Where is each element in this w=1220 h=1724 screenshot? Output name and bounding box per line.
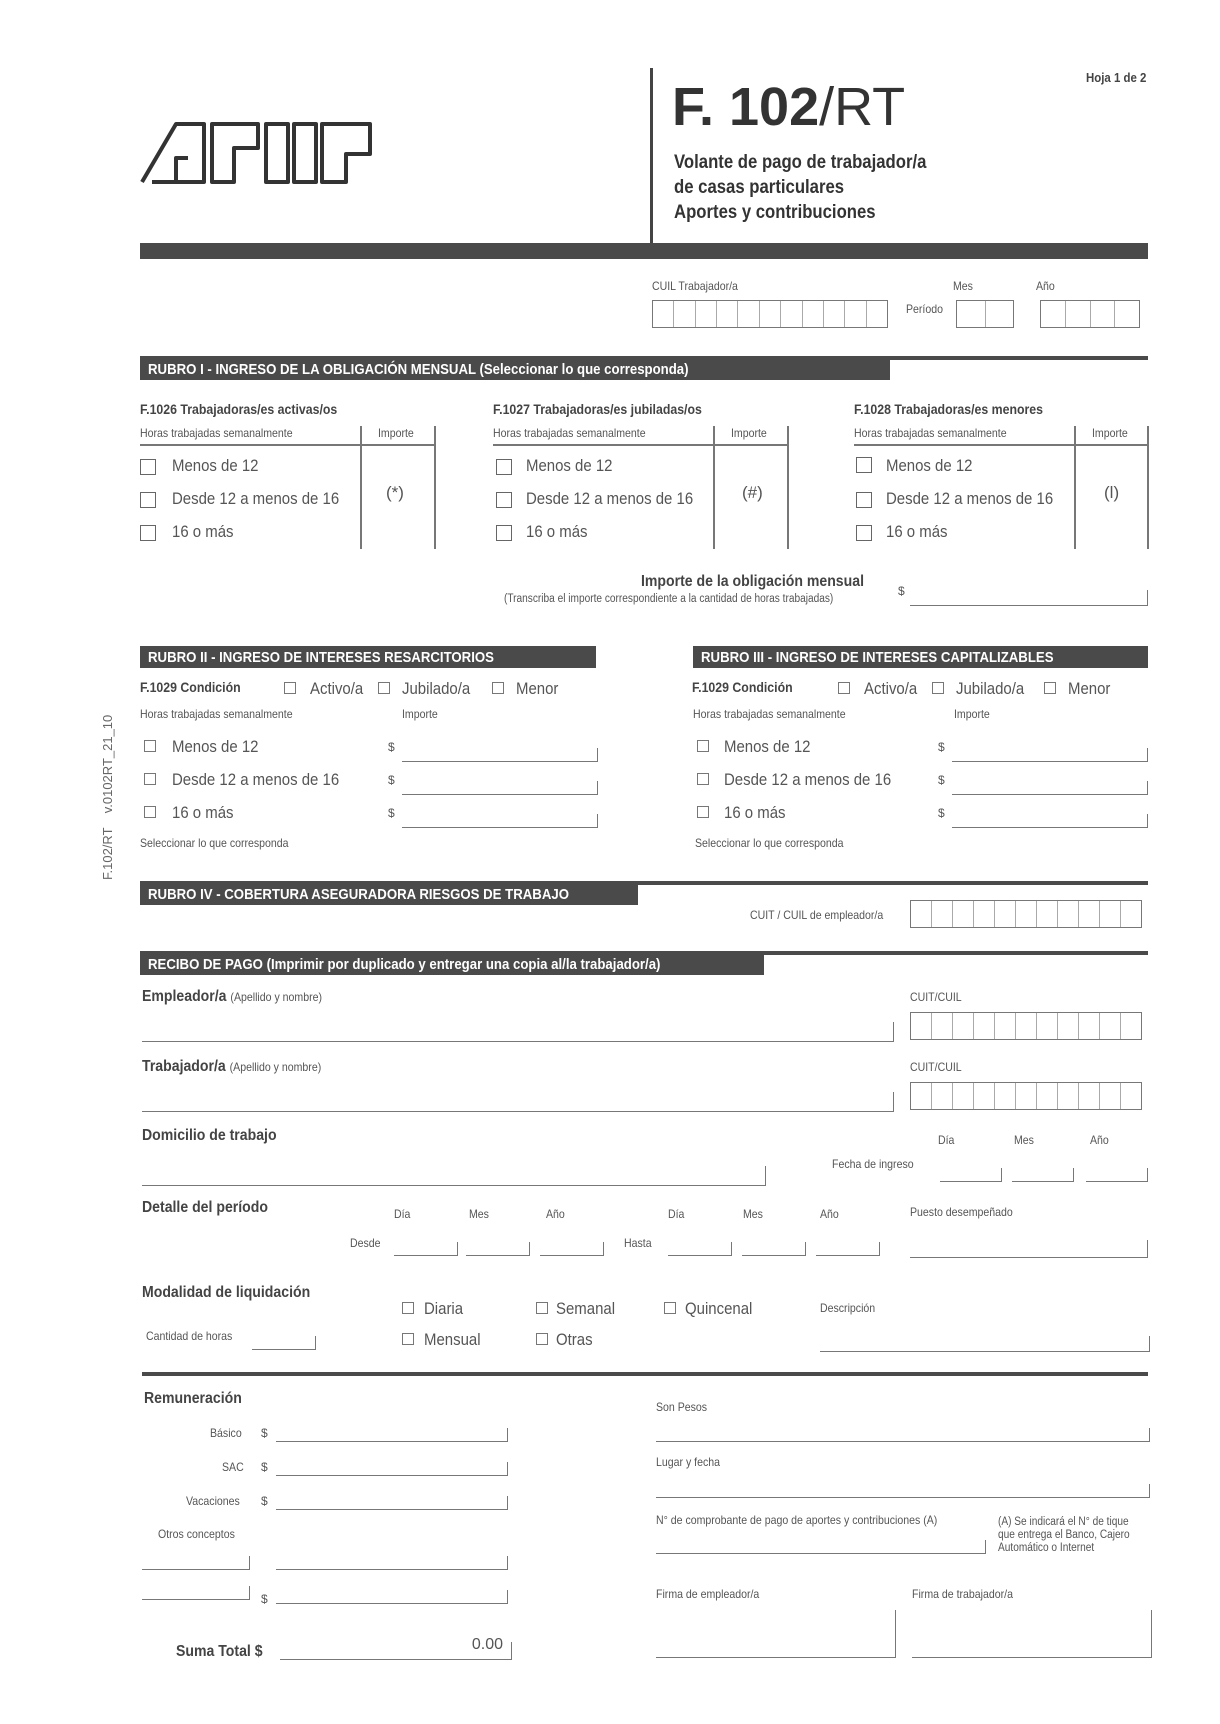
f1028-horas-label: Horas trabajadas semanalmente — [854, 426, 1007, 440]
rubro3-cond-1: Activo/a — [864, 679, 918, 698]
form-title — [672, 77, 906, 137]
rubro3-jubilado-checkbox[interactable] — [932, 682, 944, 694]
rubro4-title: RUBRO IV - COBERTURA ASEGURADORA RIESGOS DE TRABAJO — [140, 883, 638, 905]
descripcion-input[interactable] — [820, 1336, 1150, 1352]
hasta-anio-label: Año — [820, 1207, 839, 1221]
f1027-12a16-checkbox[interactable] — [496, 492, 512, 508]
domicilio-input[interactable] — [142, 1166, 766, 1186]
rubro2-note: Seleccionar lo que corresponda — [140, 836, 289, 850]
f1028-option-1: Menos de 12 — [886, 456, 973, 475]
side-version-text: F.102/RT v.0102RT_21_10 — [100, 714, 115, 880]
rubro3-16mas-checkbox[interactable] — [697, 806, 709, 818]
f1026-option-3: 16 o más — [172, 522, 234, 541]
periodo-mes-input[interactable] — [956, 300, 1014, 328]
modalidad-label: Modalidad de liquidación — [142, 1284, 311, 1301]
domicilio-label: Domicilio de trabajo — [142, 1127, 277, 1144]
f1027-importe-label: Importe — [731, 426, 767, 440]
rubro2-option-3: 16 o más — [172, 803, 234, 822]
f1026-title: F.1026 Trabajadoras/es activas/os — [140, 401, 338, 417]
oblig-importe-input[interactable] — [910, 590, 1148, 606]
rubro2-cond-1: Activo/a — [310, 679, 364, 698]
puesto-input[interactable] — [910, 1240, 1148, 1258]
rubro3-title: RUBRO III - INGRESO DE INTERESES CAPITALIZABLES — [693, 646, 1148, 668]
f1028-option-3: 16 o más — [886, 522, 948, 541]
page-number: Hoja 1 de 2 — [1086, 70, 1147, 85]
anio-label: Año — [1036, 279, 1055, 293]
vacaciones-input[interactable] — [276, 1496, 508, 1510]
oblig-currency: $ — [898, 584, 905, 598]
f1028-title: F.1028 Trabajadoras/es menores — [854, 401, 1044, 417]
oblig-label: Importe de la obligación mensual — [641, 573, 864, 590]
rubro2-cond-2: Jubilado/a — [402, 679, 471, 698]
remuneracion-label: Remuneración — [144, 1390, 242, 1407]
rubro4-cuit-label: CUIT / CUIL de empleador/a — [750, 908, 884, 922]
rubro3-cond-label: F.1029 Condición — [692, 679, 793, 695]
basico-label: Básico — [210, 1426, 242, 1440]
f1028-menos12-checkbox[interactable] — [856, 457, 872, 473]
form-subtitle — [674, 150, 926, 225]
basico-input[interactable] — [276, 1428, 508, 1442]
rubro3-note: Seleccionar lo que corresponda — [695, 836, 844, 850]
ingreso-dia-label: Día — [938, 1133, 955, 1147]
otras-checkbox[interactable] — [536, 1333, 548, 1345]
hasta-mes-label: Mes — [743, 1207, 763, 1221]
semanal-checkbox[interactable] — [536, 1302, 548, 1314]
f1026-menos12-checkbox[interactable] — [140, 459, 156, 475]
rubro3-importe-2-input[interactable] — [952, 781, 1148, 795]
suma-total-field — [280, 1636, 512, 1660]
firma-empleador-label: Firma de empleador/a — [656, 1587, 760, 1601]
ingreso-mes-input[interactable] — [1012, 1168, 1074, 1182]
rubro2-activo-checkbox[interactable] — [284, 682, 296, 694]
trabajador-cuit-label: CUIT/CUIL — [910, 1060, 962, 1074]
subtitle-line-2: de casas particulares — [674, 177, 845, 198]
firma-trabajador-box[interactable] — [912, 1610, 1152, 1658]
empleador-cuit-label: CUIT/CUIL — [910, 990, 962, 1004]
rubro4-cuit-input[interactable] — [910, 900, 1142, 928]
hasta-label: Hasta — [624, 1236, 652, 1250]
mensual-checkbox[interactable] — [402, 1333, 414, 1345]
rubro2-importe-label: Importe — [402, 707, 438, 721]
f1027-horas-label: Horas trabajadas semanalmente — [493, 426, 646, 440]
otros-concepto-1-input[interactable] — [142, 1556, 250, 1570]
rubro2-12a16-checkbox[interactable] — [144, 773, 156, 785]
f1026-16mas-checkbox[interactable] — [140, 525, 156, 541]
cantidad-horas-label: Cantidad de horas — [146, 1329, 233, 1343]
sac-label: SAC — [222, 1460, 244, 1474]
hasta-anio-input[interactable] — [816, 1242, 880, 1256]
firma-empleador-box[interactable] — [656, 1610, 896, 1658]
rubro2-importe-1-input[interactable] — [402, 748, 598, 762]
otros-importe-2-input[interactable] — [276, 1590, 508, 1604]
rubro2-16mas-checkbox[interactable] — [144, 806, 156, 818]
modalidad-semanal: Semanal — [556, 1299, 616, 1318]
diaria-checkbox[interactable] — [402, 1302, 414, 1314]
header-divider — [650, 68, 653, 243]
quincenal-checkbox[interactable] — [664, 1302, 676, 1314]
afip-logo — [140, 118, 372, 186]
desde-dia-input[interactable] — [394, 1242, 458, 1256]
f1028-importe-label: Importe — [1092, 426, 1128, 440]
hasta-mes-input[interactable] — [742, 1242, 806, 1256]
rubro3-horas-label: Horas trabajadas semanalmente — [693, 707, 846, 721]
vacaciones-label: Vacaciones — [186, 1494, 240, 1508]
f1026-option-2: Desde 12 a menos de 16 — [172, 489, 340, 508]
ingreso-dia-input[interactable] — [940, 1168, 1002, 1182]
rubro2-cond-3: Menor — [516, 679, 559, 698]
periodo-label: Período — [906, 302, 943, 316]
otros-importe-1-input[interactable] — [276, 1556, 508, 1570]
rubro2-option-2: Desde 12 a menos de 16 — [172, 770, 340, 789]
comprobante-input[interactable] — [656, 1540, 986, 1554]
comprobante-label: N° de comprobante de pago de aportes y contribuciones (A) — [656, 1513, 938, 1527]
mes-label: Mes — [953, 279, 973, 293]
rubro3-cond-3: Menor — [1068, 679, 1111, 698]
desde-anio-label: Año — [546, 1207, 565, 1221]
empleador-label-group: Empleador/a (Apellido y nombre) — [142, 988, 322, 1005]
periodo-anio-input[interactable] — [1040, 300, 1140, 328]
f1027-mark: (#) — [742, 483, 763, 502]
fecha-ingreso-label: Fecha de ingreso — [832, 1157, 914, 1171]
desde-mes-input[interactable] — [466, 1242, 530, 1256]
rubro3-12a16-checkbox[interactable] — [697, 773, 709, 785]
f1027-16mas-checkbox[interactable] — [496, 525, 512, 541]
f1028-mark: (l) — [1104, 483, 1120, 502]
subtitle-line-3: Aportes y contribuciones — [674, 202, 876, 223]
rubro2-option-1: Menos de 12 — [172, 737, 259, 756]
rubro3-menor-checkbox[interactable] — [1044, 682, 1056, 694]
f1028-option-2: Desde 12 a menos de 16 — [886, 489, 1054, 508]
remuneracion-rule — [142, 1372, 1148, 1376]
rubro3-activo-checkbox[interactable] — [838, 682, 850, 694]
f1026-option-1: Menos de 12 — [172, 456, 259, 475]
f1027-title: F.1027 Trabajadoras/es jubiladas/os — [493, 401, 702, 417]
rubro2-jubilado-checkbox[interactable] — [378, 682, 390, 694]
modalidad-diaria: Diaria — [424, 1299, 464, 1318]
f1026-mark: (*) — [386, 483, 404, 502]
trabajador-cuit-input[interactable] — [910, 1082, 1142, 1110]
rubro2-cond-label: F.1029 Condición — [140, 679, 241, 695]
rubro2-title: RUBRO II - INGRESO DE INTERESES RESARCITORIOS — [140, 646, 596, 668]
f1026-12a16-checkbox[interactable] — [140, 492, 156, 508]
f1027-option-1: Menos de 12 — [526, 456, 613, 475]
hasta-dia-input[interactable] — [668, 1242, 732, 1256]
descripcion-label: Descripción — [820, 1301, 876, 1315]
puesto-label: Puesto desempeñado — [910, 1205, 1013, 1219]
modalidad-quincenal: Quincenal — [685, 1299, 753, 1318]
ingreso-mes-label: Mes — [1014, 1133, 1034, 1147]
rubro2-horas-label: Horas trabajadas semanalmente — [140, 707, 293, 721]
sac-input[interactable] — [276, 1462, 508, 1476]
rubro1-title: RUBRO I - INGRESO DE LA OBLIGACIÓN MENSUAL (Seleccionar lo que corresponda) — [140, 358, 890, 380]
ingreso-anio-label: Año — [1090, 1133, 1109, 1147]
nota-a: (A) Se indicará el N° de tique que entrega el Banco, Cajero Automático o Internet — [998, 1516, 1130, 1554]
cuil-trabajador-input[interactable] — [652, 300, 888, 328]
f1027-option-2: Desde 12 a menos de 16 — [526, 489, 694, 508]
form-code: F. 102 — [672, 77, 820, 137]
rubro3-cond-2: Jubilado/a — [956, 679, 1025, 698]
rubro2-menor-checkbox[interactable] — [492, 682, 504, 694]
rubro3-importe-label: Importe — [954, 707, 990, 721]
recibo-title: RECIBO DE PAGO (Imprimir por duplicado y entregar una copia al/la trabajador/a) — [140, 953, 764, 975]
trabajador-nombre-input[interactable] — [142, 1092, 894, 1112]
cantidad-horas-input[interactable] — [252, 1336, 316, 1350]
rubro3-option-3: 16 o más — [724, 803, 786, 822]
f1027-menos12-checkbox[interactable] — [496, 459, 512, 475]
oblig-note: (Transcriba el importe correspondiente a la cantidad de horas trabajadas) — [504, 593, 834, 605]
f1026-horas-label: Horas trabajadas semanalmente — [140, 426, 293, 440]
f1027-option-3: 16 o más — [526, 522, 588, 541]
firma-trabajador-label: Firma de trabajador/a — [912, 1587, 1013, 1601]
rubro3-option-1: Menos de 12 — [724, 737, 811, 756]
desde-anio-input[interactable] — [540, 1242, 604, 1256]
empleador-cuit-input[interactable] — [910, 1012, 1142, 1040]
rubro3-importe-1-input[interactable] — [952, 748, 1148, 762]
rubro2-importe-2-input[interactable] — [402, 781, 598, 795]
rubro3-importe-3-input[interactable] — [952, 814, 1148, 828]
suma-total-value: 0.00 — [471, 1636, 503, 1653]
otros-concepto-2-input[interactable] — [142, 1586, 250, 1600]
otros-label: Otros conceptos — [158, 1527, 235, 1541]
desde-mes-label: Mes — [469, 1207, 489, 1221]
son-pesos-input[interactable] — [656, 1428, 1150, 1442]
rubro3-option-2: Desde 12 a menos de 16 — [724, 770, 892, 789]
form-suffix: /RT — [819, 77, 906, 137]
son-pesos-label: Son Pesos — [656, 1400, 708, 1414]
header-bar — [140, 243, 1148, 259]
f1028-16mas-checkbox[interactable] — [856, 525, 872, 541]
lugar-fecha-input[interactable] — [656, 1484, 1150, 1498]
rubro2-menos12-checkbox[interactable] — [144, 740, 156, 752]
ingreso-anio-input[interactable] — [1086, 1168, 1148, 1182]
hasta-dia-label: Día — [668, 1207, 685, 1221]
f1028-12a16-checkbox[interactable] — [856, 492, 872, 508]
desde-dia-label: Día — [394, 1207, 411, 1221]
rubro3-menos12-checkbox[interactable] — [697, 740, 709, 752]
detalle-label: Detalle del período — [142, 1199, 268, 1216]
modalidad-otras: Otras — [556, 1330, 593, 1349]
lugar-fecha-label: Lugar y fecha — [656, 1455, 720, 1469]
subtitle-line-1: Volante de pago de trabajador/a — [674, 152, 927, 173]
desde-label: Desde — [350, 1236, 381, 1250]
f1026-importe-label: Importe — [378, 426, 414, 440]
cuil-label: CUIL Trabajador/a — [652, 279, 738, 293]
empleador-nombre-input[interactable] — [142, 1022, 894, 1042]
trabajador-label-group: Trabajador/a (Apellido y nombre) — [142, 1058, 322, 1075]
rubro2-importe-3-input[interactable] — [402, 814, 598, 828]
modalidad-mensual: Mensual — [424, 1330, 481, 1349]
suma-total-label: Suma Total $ — [176, 1643, 263, 1660]
